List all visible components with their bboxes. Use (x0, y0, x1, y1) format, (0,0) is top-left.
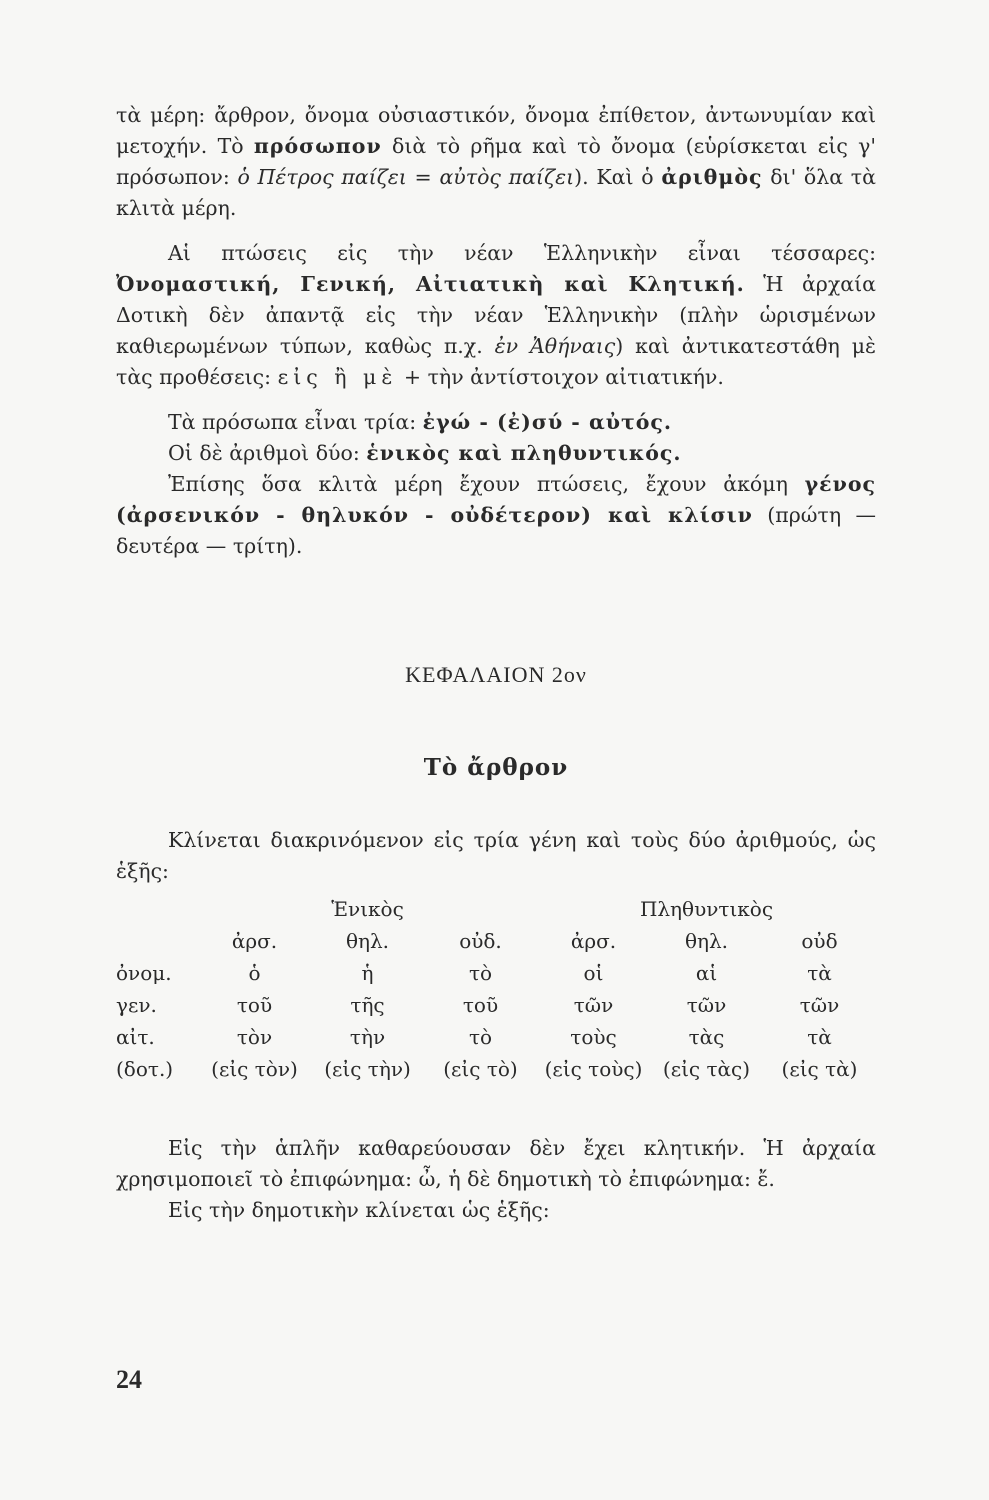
table-cell: τὸ (468, 961, 493, 985)
paragraph-vocative-note: Εἰς τὴν ἁπλῆν καθαρεύουσαν δὲν ἔχει κλητικήν. Ἡ ἀρχαία χρησιμοποιεῖ τὸ ἐπιφώνημα: ὦ, ἡ δὲ δημοτικὴ τὸ ἐπιφώνημα: ἔ. (116, 1136, 876, 1191)
paragraph-intro: Κλίνεται διακρινόμενον εἰς τρία γένη καὶ τοὺς δύο ἀριθμούς, ὡς ἑξῆς: (116, 828, 876, 883)
page-number: 24 (116, 1365, 142, 1394)
case-label: ὀνομ. (116, 961, 172, 985)
header-plural: Πληθυντικὸς (639, 897, 774, 921)
gender-label: θηλ. (684, 929, 729, 953)
example-athenais: ἐν Ἀθήναις (494, 334, 616, 358)
paragraph-cases: Αἱ πτώσεις εἰς τὴν νέαν Ἑλληνικὴν εἶναι τέσσαρες: Ὀνομαστική, Γενική, Αἰτιατικὴ καὶ Κλητική. Ἡ ἀρχαία Δοτικὴ δὲν ἀπαντᾷ εἰς τὴν νέαν Ἑλληνικὴν (πλὴν ὡρισμένων καθιερωμένων τύπων, καθὼς π.χ. ἐν Ἀθήναις) καὶ ἀντικατεστάθη μὲ τὰς προθέσεις: εἰς ἢ μὲ + τὴν ἀντίστοιχον αἰτιατικήν. (116, 241, 877, 389)
table-cell: τὰ (807, 1025, 832, 1049)
table-row (116, 1053, 876, 1085)
header-singular: Ἑνικὸς (331, 897, 404, 921)
term-prosopon: πρόσωπον (253, 134, 382, 158)
section-heading: Τὸ ἄρθρον (423, 754, 569, 781)
paragraph-numbers: Οἱ δὲ ἀριθμοὶ δύο: ἑνικὸς καὶ πληθυντικός. (168, 441, 682, 465)
table-gender-header (116, 925, 876, 957)
table-row (116, 989, 876, 1021)
case-label: γεν. (116, 993, 157, 1017)
table-cell: αἱ (695, 961, 718, 985)
term-persons: ἐγώ - (ἐ)σύ - αὐτός. (422, 410, 673, 434)
table-cell: τῶν (686, 993, 727, 1017)
gender-label: ἀρσ. (231, 929, 278, 953)
gender-label: θηλ. (345, 929, 390, 953)
gender-label: ἀρσ. (570, 929, 617, 953)
table-cell: τῶν (799, 993, 840, 1017)
prepositions: εἰς ἢ μὲ (277, 365, 398, 389)
chapter-title: ΚΕΦΑΛΑΙΟΝ 2ον (405, 662, 587, 687)
table-cell: τὸ (468, 1025, 493, 1049)
page-content (116, 100, 876, 1226)
table-cell: ἡ (361, 961, 374, 985)
example-petros: ὁ Πέτρος παίζει = αὐτὸς παίζει (237, 165, 575, 189)
table-cell: τὰ (807, 961, 832, 985)
paragraph-gender: Ἐπίσης ὅσα κλιτὰ μέρη ἔχουν πτώσεις, ἔχουν ἀκόμη γένος (ἀρσενικόν - θηλυκόν - οὐδέτερον) καὶ κλίσιν (πρώτη — δευτέρα — τρίτη). (116, 472, 876, 558)
table-cell: τὴν (349, 1025, 386, 1049)
table-cell: (εἰς τὴν) (324, 1057, 411, 1081)
paragraph-demotic-intro: Εἰς τὴν δημοτικὴν κλίνεται ὡς ἑξῆς: (168, 1198, 550, 1222)
term-arithmos: ἀριθμὸς (661, 165, 763, 189)
paragraph-parts-of-speech: τὰ μέρη: ἄρθρον, ὄνομα οὐσιαστικόν, ὄνομα ἐπίθετον, ἀντωνυμίαν καὶ μετοχήν. Τὸ πρόσωπον διὰ τὸ ρῆμα καὶ τὸ ὄνομα (εὑρίσκεται εἰς γ' πρόσωπον: ὁ Πέτρος παίζει = αὐτὸς παίζει). Καὶ ὁ ἀριθμὸς δι' ὅλα τὰ κλιτὰ μέρη. (116, 103, 877, 220)
table-cell: (εἰς τὸ) (443, 1057, 518, 1081)
table-cell: ὁ (248, 961, 261, 985)
table-cell: (εἰς τὰ) (781, 1057, 858, 1081)
table-cell: τὸν (236, 1025, 273, 1049)
table-cell: (εἰς τὰς) (662, 1057, 751, 1081)
case-label: (δοτ.) (116, 1057, 174, 1081)
table-cell: τὰς (688, 1025, 725, 1049)
table-cell: (εἰς τὸν) (211, 1057, 298, 1081)
gender-label: οὐδ (801, 929, 838, 953)
table-cell: τῶν (573, 993, 614, 1017)
table-cell: τῆς (350, 993, 385, 1017)
table-row (116, 1021, 876, 1053)
gender-label: οὐδ. (459, 929, 502, 953)
table-cell: τοῦ (236, 993, 273, 1017)
article-declension-table (116, 893, 876, 1085)
term-genos: γένος (ἀρσενικόν - θηλυκόν - οὐδέτερον) καὶ κλίσιν (116, 472, 876, 527)
paragraph-persons: Τὰ πρόσωπα εἶναι τρία: ἐγώ - (ἐ)σύ - αὐτός. (168, 410, 673, 434)
term-cases: Ὀνομαστική, Γενική, Αἰτιατικὴ καὶ Κλητική. (116, 272, 745, 296)
table-cell: (εἰς τοὺς) (544, 1057, 643, 1081)
table-cell: τοῦ (462, 993, 499, 1017)
table-cell: τοὺς (570, 1025, 617, 1049)
table-row (116, 957, 876, 989)
table-cell: οἱ (583, 961, 604, 985)
term-numbers: ἑνικὸς καὶ πληθυντικός. (366, 441, 682, 465)
case-label: αἰτ. (116, 1025, 155, 1049)
table-number-header (116, 893, 876, 925)
